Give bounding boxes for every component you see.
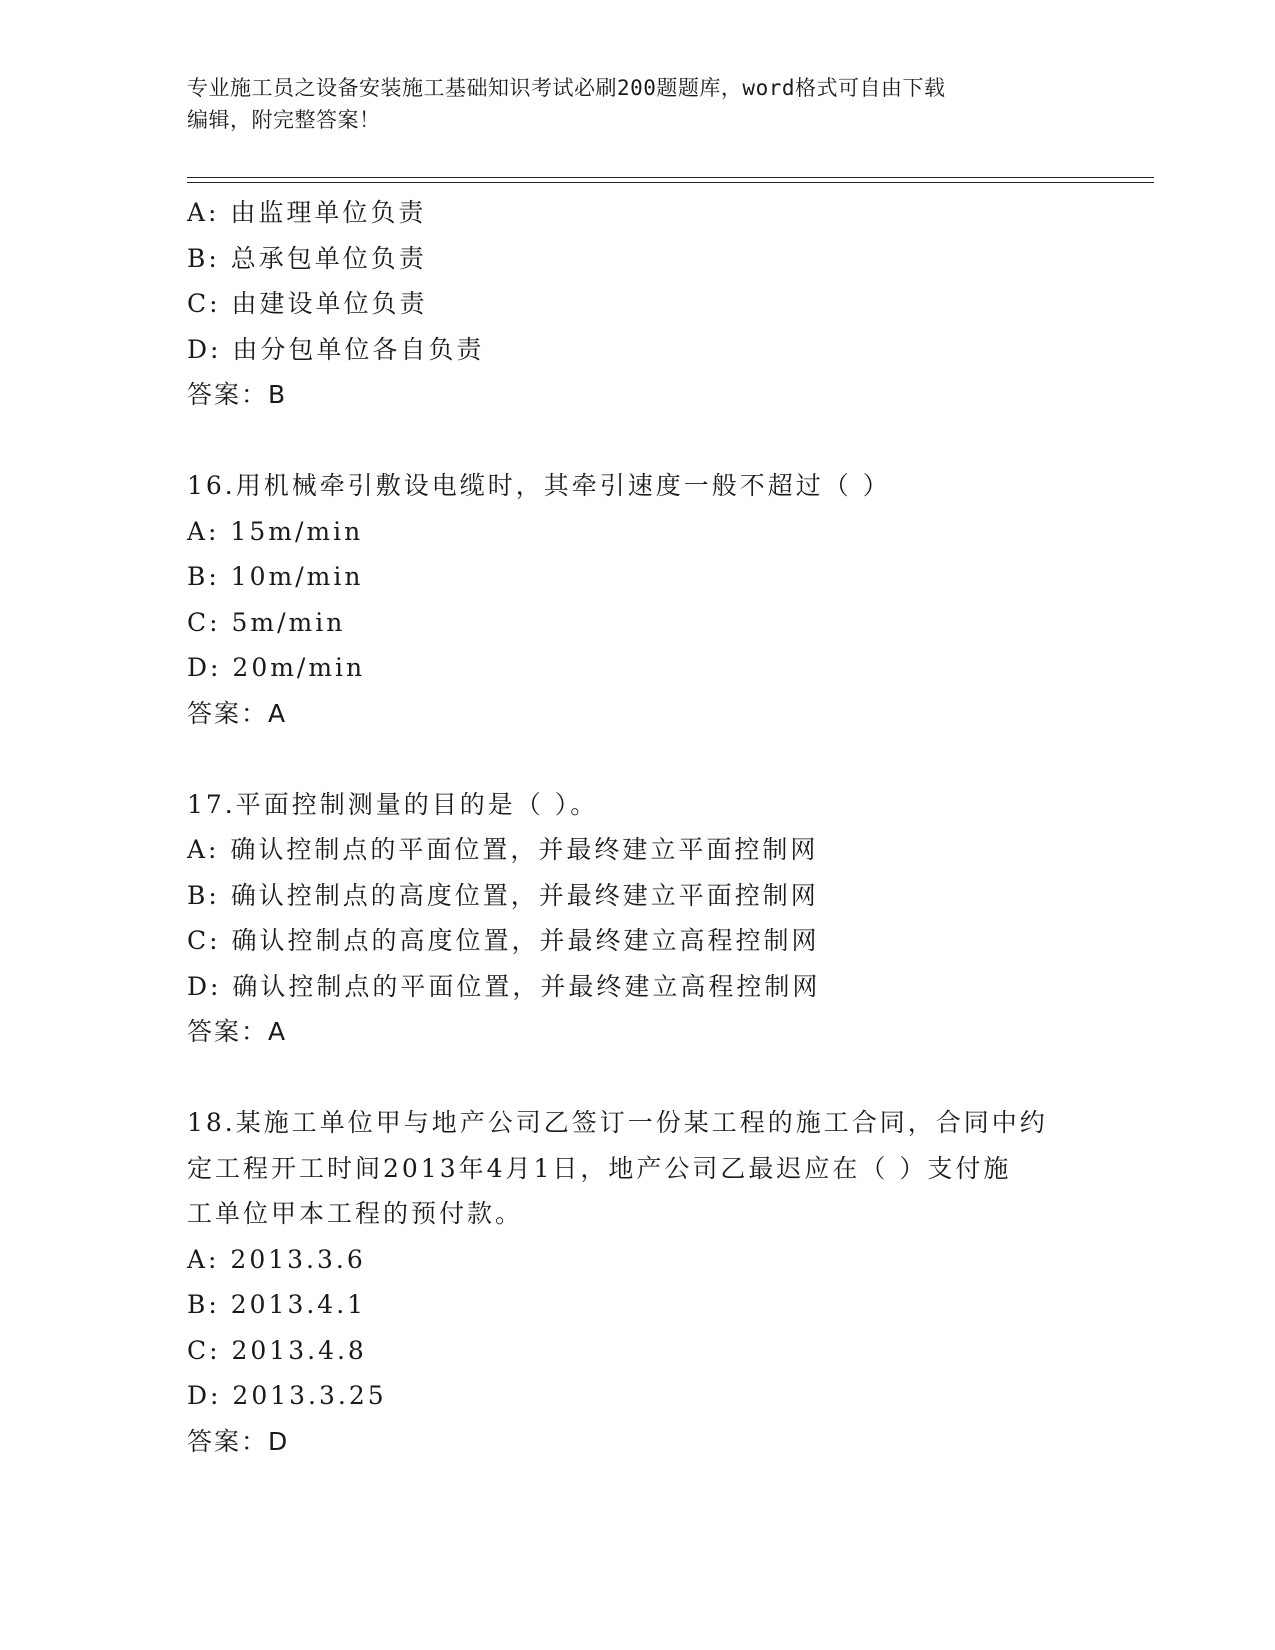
option-a: A: 15m/min [187,516,364,546]
header-divider-bottom [187,182,1154,183]
question-block-15 [187,190,1087,418]
option-b: B: 确认控制点的高度位置，并最终建立平面控制网 [187,880,819,910]
option-b: B: 总承包单位负责 [187,243,427,273]
header-divider-top [187,177,1154,178]
option-a: A: 2013.3.6 [187,1244,366,1274]
document-header [187,72,1087,136]
option-d: D: 由分包单位各自负责 [187,334,485,364]
question-text-line-2: 定工程开工时间2013年4月1日，地产公司乙最迟应在（ ）支付施 [187,1153,1012,1183]
question-text-line-3: 工单位甲本工程的预付款。 [187,1199,524,1228]
option-b: B: 2013.4.1 [187,1290,367,1319]
option-a: A: 确认控制点的平面位置，并最终建立平面控制网 [187,835,819,864]
answer-line: 答案：D [187,1426,290,1456]
question-text-line-1: 18.某施工单位甲与地产公司乙签订一份某工程的施工合同，合同中约 [187,1108,1048,1137]
header-line-1: 专业施工员之设备安装施工基础知识考试必刷200题题库，word格式可自由下载 [187,76,946,100]
option-c: C: 由建设单位负责 [187,289,428,318]
answer-line: 答案：A [187,1017,288,1046]
option-d: D: 20m/min [187,653,366,682]
question-block-16 [187,463,1087,736]
option-a: A: 由监理单位负责 [187,198,427,227]
option-c: C: 2013.4.8 [187,1335,367,1365]
question-block-17 [187,782,1087,1055]
option-c: C: 5m/min [187,607,346,637]
header-line-2: 编辑，附完整答案！ [187,108,381,132]
option-d: D: 确认控制点的平面位置，并最终建立高程控制网 [187,971,821,1001]
option-b: B: 10m/min [187,562,364,591]
question-content [187,190,1087,1464]
answer-line: 答案：B [187,380,288,409]
answer-line: 答案：A [187,698,288,728]
option-d: D: 2013.3.25 [187,1381,387,1410]
option-c: C: 确认控制点的高度位置，并最终建立高程控制网 [187,926,820,955]
question-text: 16.用机械牵引敷设电缆时，其牵引速度一般不超过（ ） [187,471,891,500]
question-text: 17.平面控制测量的目的是（ ）。 [187,789,599,819]
question-block-18 [187,1100,1087,1464]
